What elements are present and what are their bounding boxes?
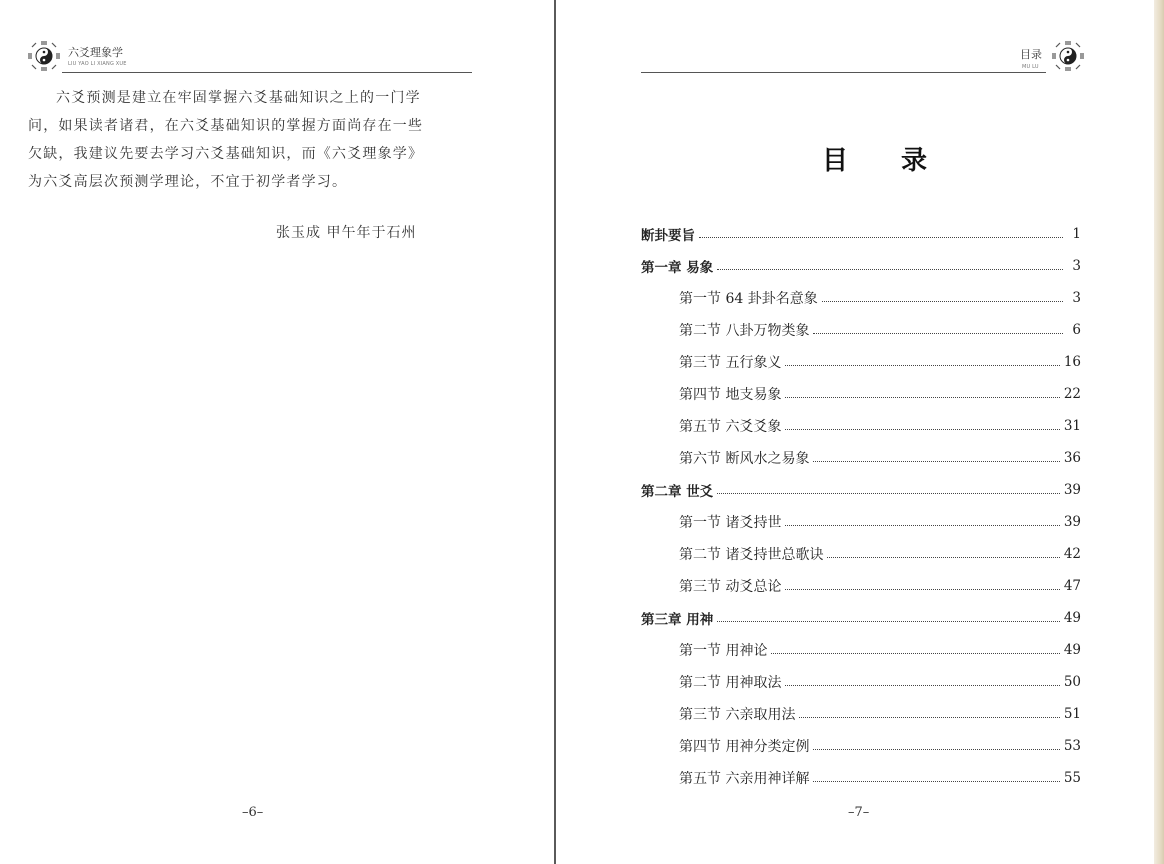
- toc-entry-page: 22: [1063, 386, 1081, 402]
- paragraph-line: 问，如果读者诸君，在六爻基础知识的掌握方面尚存在一些: [28, 118, 424, 134]
- toc-entry-label: 第三节 动爻总论: [679, 579, 782, 595]
- toc-entry-page: 1: [1072, 226, 1081, 242]
- toc-section-entry[interactable]: [641, 730, 1081, 762]
- toc-entry-page: 3: [1072, 290, 1081, 306]
- page-number-left: –6–: [242, 805, 264, 820]
- toc-entry-page: 50: [1063, 674, 1081, 690]
- toc-section-entry[interactable]: [641, 282, 1081, 314]
- toc-entry-page: 49: [1063, 642, 1081, 658]
- toc-entry-page: 6: [1072, 322, 1081, 338]
- toc-entry-page: 47: [1063, 578, 1081, 594]
- toc-entry-page: 31: [1063, 418, 1081, 434]
- toc-entry-page: 42: [1063, 546, 1081, 562]
- toc-entry-label: 第一节 用神论: [679, 643, 768, 659]
- paragraph-line: 为六爻高层次预测学理论，不宜于初学者学习。: [28, 174, 348, 190]
- paragraph-line: 欠缺，我建议先要去学习六爻基础知识，而《六爻理象学》: [28, 146, 424, 162]
- toc-leader-dots: [785, 685, 1059, 686]
- taiji-bagua-icon: [1052, 40, 1084, 72]
- toc-entry-label: 第五节 六爻爻象: [679, 419, 782, 435]
- toc-leader-dots: [717, 621, 1060, 622]
- toc-section-entry[interactable]: [641, 666, 1081, 698]
- toc-entry-label: 第一节 诸爻持世: [679, 515, 782, 531]
- toc-leader-dots: [785, 589, 1059, 590]
- toc-entry-page: 39: [1063, 482, 1081, 498]
- toc-leader-dots: [771, 653, 1059, 654]
- toc-entry-label: 第二章 世爻: [641, 484, 714, 500]
- toc-leader-dots: [785, 525, 1059, 526]
- toc-leader-dots: [813, 461, 1059, 462]
- toc-entry-page: 39: [1063, 514, 1081, 530]
- toc-entry-label: 第四节 地支易象: [679, 387, 782, 403]
- author-signature: 张玉成 甲午年于石州: [276, 225, 417, 241]
- toc-section-entry[interactable]: [641, 314, 1081, 346]
- toc-section-entry[interactable]: [641, 762, 1081, 794]
- table-of-contents: [641, 218, 1081, 794]
- toc-entry-page: 16: [1063, 354, 1081, 370]
- toc-entry-page: 53: [1063, 738, 1081, 754]
- taiji-bagua-icon: [28, 40, 60, 72]
- toc-entry-label: 第五节 六亲用神详解: [679, 771, 810, 787]
- toc-section-entry[interactable]: [641, 410, 1081, 442]
- toc-entry-label: 第二节 八卦万物类象: [679, 323, 810, 339]
- toc-section-entry[interactable]: [641, 698, 1081, 730]
- toc-section-entry[interactable]: [641, 634, 1081, 666]
- toc-leader-dots: [717, 493, 1060, 494]
- toc-section-entry[interactable]: [641, 346, 1081, 378]
- toc-section-entry[interactable]: [641, 442, 1081, 474]
- toc-entry-label: 第三节 五行象义: [679, 355, 782, 371]
- toc-entry-page: 55: [1063, 770, 1081, 786]
- toc-entry-label: 第一章 易象: [641, 260, 714, 276]
- toc-entry-page: 3: [1072, 258, 1081, 274]
- toc-section-entry[interactable]: [641, 378, 1081, 410]
- header-title-right: 目录: [1020, 48, 1042, 61]
- header-subtitle-right: MU LU: [1022, 64, 1039, 70]
- toc-entry-label: 第六节 断风水之易象: [679, 451, 810, 467]
- toc-entry-label: 第二节 诸爻持世总歌诀: [679, 547, 824, 563]
- toc-section-entry[interactable]: [641, 570, 1081, 602]
- header-subtitle: LIU YAO LI XIANG XUE: [68, 61, 127, 67]
- toc-leader-dots: [813, 749, 1059, 750]
- page-number-right: –7–: [848, 805, 870, 820]
- toc-title: 目 录: [822, 146, 950, 176]
- toc-leader-dots: [785, 365, 1059, 366]
- toc-leader-dots: [799, 717, 1059, 718]
- toc-leader-dots: [785, 397, 1059, 398]
- toc-entry-label: 第三节 六亲取用法: [679, 707, 796, 723]
- toc-leader-dots: [822, 301, 1063, 302]
- toc-entry-label: 第一节 64 卦卦名意象: [679, 291, 818, 307]
- header-rule-right: [641, 72, 1046, 73]
- toc-leader-dots: [827, 557, 1059, 558]
- toc-entry-page: 51: [1063, 706, 1081, 722]
- toc-entry-label: 第二节 用神取法: [679, 675, 782, 691]
- toc-leader-dots: [717, 269, 1063, 270]
- toc-leader-dots: [813, 781, 1059, 782]
- toc-entry-label: 第四节 用神分类定例: [679, 739, 810, 755]
- paragraph-line: 六爻预测是建立在牢固掌握六爻基础知识之上的一门学: [56, 90, 421, 106]
- toc-leader-dots: [813, 333, 1063, 334]
- toc-leader-dots: [699, 237, 1063, 238]
- toc-entry-label: 断卦要旨: [641, 228, 695, 244]
- toc-section-entry[interactable]: [641, 538, 1081, 570]
- toc-chapter-entry[interactable]: [641, 602, 1081, 634]
- preface-paragraph: [28, 84, 478, 196]
- toc-entry-label: 第三章 用神: [641, 612, 714, 628]
- toc-chapter-entry[interactable]: [641, 474, 1081, 506]
- toc-chapter-entry[interactable]: [641, 250, 1081, 282]
- toc-entry-page: 49: [1063, 610, 1081, 626]
- header-rule: [62, 72, 472, 73]
- toc-section-entry[interactable]: [641, 506, 1081, 538]
- header-title: 六爻理象学: [68, 46, 123, 59]
- toc-leader-dots: [785, 429, 1059, 430]
- page-edge: [1154, 0, 1164, 864]
- toc-chapter-entry[interactable]: [641, 218, 1081, 250]
- toc-entry-page: 36: [1063, 450, 1081, 466]
